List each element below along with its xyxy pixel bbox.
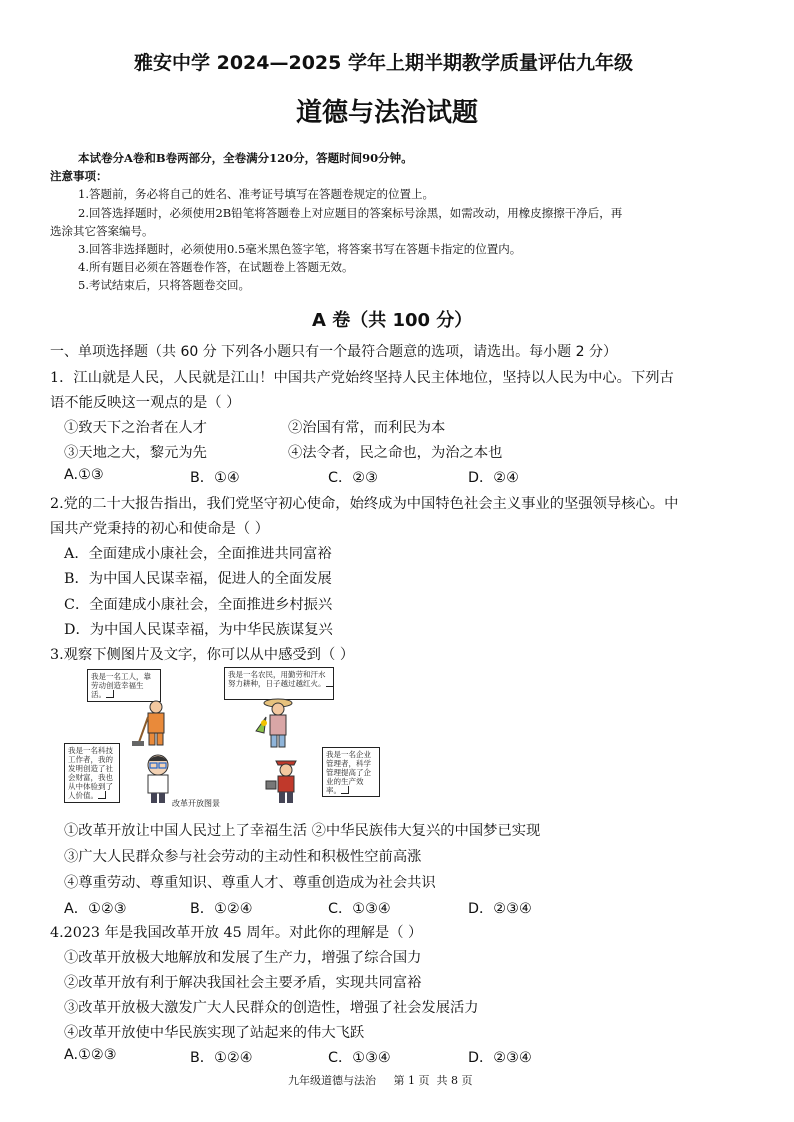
page-footer: 九年级道德与法治 第 1 页 共 8 页 [288,1074,473,1087]
illustration-caption: 改革开放图景 [172,799,220,808]
q4-statement-2: ②改革开放有利于解决我国社会主要矛盾，实现共同富裕 [64,975,422,991]
q4-option-c: C．①③④ [328,1050,391,1066]
q1-statement-2: ②治国有常，而利民为本 [288,420,446,436]
instructions-label: 注意事项： [50,169,108,183]
scientist-speech-bubble: 我是一名科技工作者，我的发明创造了社会财富，我也从中体验到了人价值。 [64,743,120,803]
instruction-item: 选涂其它答案编号。 [50,224,154,238]
instruction-item: 4.所有题目必须在答题卷作答，在试题卷上答题无效。 [78,260,354,274]
q4-statement-3: ③改革开放极大激发广大人民群众的创造性，增强了社会发展活力 [64,1000,479,1016]
q3-option-b: B．①②④ [190,901,253,917]
manager-figure-icon [264,755,308,805]
q1-statement-1: ①致天下之治者在人才 [64,420,207,436]
reform-illustration [60,665,371,810]
q4-stem: 4.2023 年是我国改革开放 45 周年。对此你的理解是（ ） [50,925,423,941]
exam-header-title: 雅安中学 2024—2025 学年上期半期教学质量评估九年级 [134,52,633,74]
q1-statement-4: ④法令者，民之命也，为治之本也 [288,445,503,461]
q2-stem-line2: 国共产党秉持的初心和使命是（ ） [50,521,269,537]
q3-option-a: A．①②③ [64,901,127,917]
instruction-item: 2.回答选择题时，必须使用2B铅笔将答题卷上对应题目的答案标号涂黑，如需改动，用橡皮擦擦干净后，再 [78,206,623,220]
part-one-heading: 一、单项选择题（共 60 分 下列各小题只有一个最符合题意的选项，请选出。每小题 2 分） [50,344,617,360]
farmer-figure-icon [252,697,302,749]
q4-statement-4: ④改革开放使中华民族实现了站起来的伟大飞跃 [64,1025,365,1041]
q2-option-a: A．全面建成小康社会，全面推进共同富裕 [64,546,332,562]
q2-option-c: C．全面建成小康社会，全面推进乡村振兴 [64,597,333,613]
exam-subject-title: 道德与法治试题 [296,98,479,128]
section-a-title: A 卷（共 100 分） [312,310,473,331]
q3-stem: 3.观察下侧图片及文字，你可以从中感受到（ ） [50,647,355,663]
q3-statement-1-2: ①改革开放让中国人民过上了幸福生活 ②中华民族伟大复兴的中国梦已实现 [64,823,541,839]
worker-speech-bubble: 我是一名工人，靠劳动创造幸福生活。 [87,669,161,702]
q1-stem-line1: 1．江山就是人民，人民就是江山！中国共产党始终坚持人民主体地位，坚持以人民为中心。下列古 [50,370,674,386]
q1-option-c: C．②③ [328,470,378,486]
q4-option-a: A.①②③ [64,1047,117,1063]
scientist-figure-icon [140,753,176,805]
worker-figure-icon [130,699,192,747]
q1-stem-line2: 语不能反映这一观点的是（ ） [50,395,241,411]
instruction-item: 1.答题前，务必将自己的姓名、准考证号填写在答题卷规定的位置上。 [78,187,434,201]
q3-statement-3: ③广大人民群众参与社会劳动的主动性和积极性空前高涨 [64,849,422,865]
q1-option-b: B．①④ [190,470,240,486]
q2-stem-line1: 2.党的二十大报告指出，我们党坚守初心使命，始终成为中国特色社会主义事业的坚强领导核心。中 [50,496,679,512]
q4-option-b: B．①②④ [190,1050,253,1066]
farmer-speech-bubble: 我是一名农民，用勤劳和汗水努力耕种，日子越过越红火。 [224,667,334,700]
q3-statement-4: ④尊重劳动、尊重知识、尊重人才、尊重创造成为社会共识 [64,875,436,891]
q2-option-d: D．为中国人民谋幸福，为中华民族谋复兴 [64,622,333,638]
q3-option-c: C．①③④ [328,901,391,917]
q4-option-d: D．②③④ [468,1050,532,1066]
instruction-item: 5.考试结束后，只将答题卷交回。 [78,278,250,292]
q1-option-d: D．②④ [468,470,519,486]
q1-statement-3: ③天地之大，黎元为先 [64,445,207,461]
manager-speech-bubble: 我是一名企业管理者，科学管理提高了企业的生产效率。 [322,747,380,797]
instruction-item: 3.回答非选择题时，必须使用0.5毫米黑色签字笔，将答案书写在答题卡指定的位置内。 [78,242,522,256]
q3-option-d: D．②③④ [468,901,532,917]
q1-option-a: A.①③ [64,467,104,483]
q4-statement-1: ①改革开放极大地解放和发展了生产力，增强了综合国力 [64,950,422,966]
q2-option-b: B．为中国人民谋幸福，促进人的全面发展 [64,571,332,587]
instructions-intro: 本试卷分A卷和B卷两部分，全卷满分120分，答题时间90分钟。 [78,151,413,165]
